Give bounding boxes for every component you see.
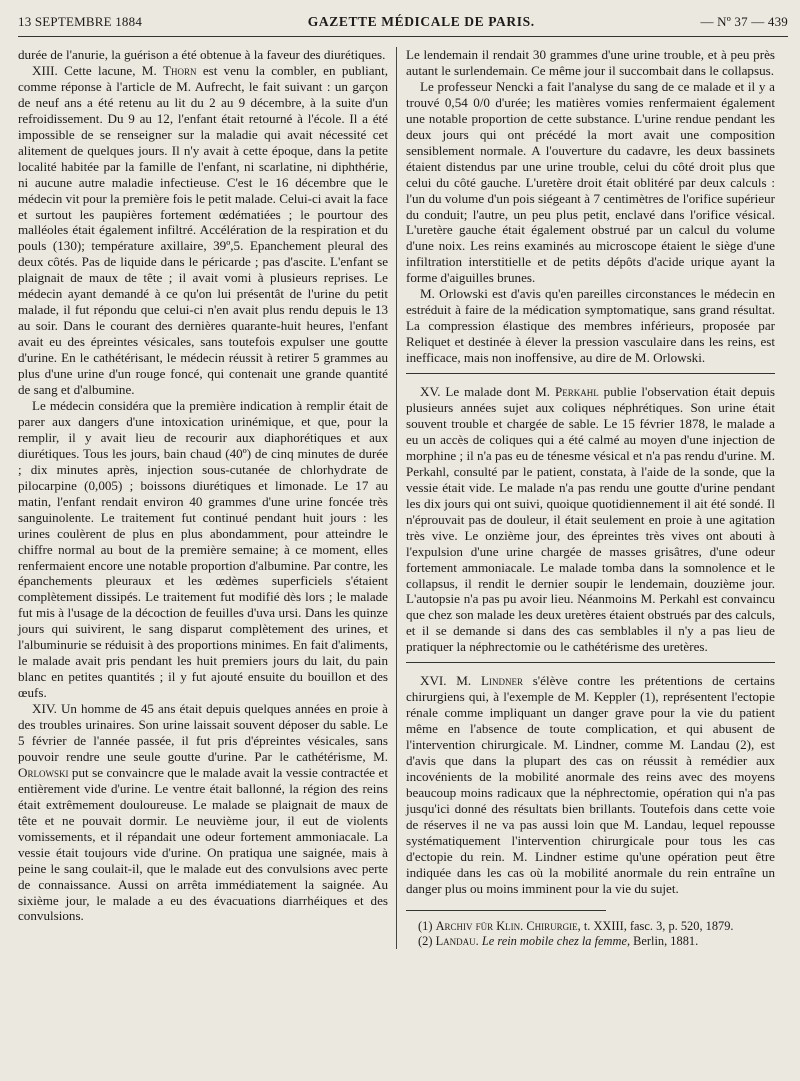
footnote-source: Landau: [435, 933, 476, 948]
text-run: XIV. Un homme de 45 ans était depuis quelques années en proie à des troubles urinaires. Son urine laissait souvent déposer du sable. Le 5 février de l'année passée, il fut pris d'épreintes vésicales, sans pouvoir rendre une seule goutte d'urine. Par le cathétérisme, M.: [18, 701, 388, 764]
paragraph-xiii: [18, 63, 388, 398]
author-name: Lindner: [480, 673, 523, 689]
paragraph: durée de l'anurie, la guérison a été obtenue à la faveur des diurétiques.: [18, 47, 386, 62]
issue-page-number: — Nº 37 — 439: [700, 14, 788, 29]
footnote-title: Le rein mobile chez la femme: [481, 933, 627, 948]
page-header: [18, 14, 788, 37]
text-run: XVI. M.: [420, 673, 481, 689]
text-run: put se convaincre que le malade avait la vessie contractée et entièrement vide d'urine. Le ventre était ballonné, la région des reins était extrêmement douloureuse. Le malade se plaignait de maux de tête et ne pouvait dormir. Le neuvième jour, il eut de violents vomissements, et il répandait une odeur fortement ammoniacale. La vessie était toujours vide d'urine. On pratiqua une saignée, mais à peine le sang coulait-il, que le malade eut des convulsions avec perte de connaissance. Aussi on arrêta immédiatement la saignée. Au sixième jour, le malade a eu des évacuations diarrhéiques et des convulsions.: [18, 764, 388, 924]
paragraph: M. Orlowski est d'avis qu'en pareilles circonstances le médecin en estréduit à faire de la médication symptomatique, sans grand résultat. La compression élastique des membres inférieurs, proposée par Reliquet et destinée à élever la pression vasculaire dans les reins, est inefficace, mais non inoffensive, au dire de M. Orlowski.: [406, 286, 775, 366]
right-column: [397, 47, 775, 949]
text-run: publie l'observation était depuis plusieurs années sujet aux coliques néphrétiques. Son urine était souvent trouble et chargée de sable. Le 15 février 1878, le malade a eu un accès de coliques qui a été calmé au moyen d'une injection de morphine ; il n'a pas eu de ténesme vésical et n'a pas rendu d'urine. M. Perkahl, consulté par le patient, constata, à l'aide de la sonde, que la vessie était vide. Le malade n'a pas rendu une goutte d'urine pendant les dix jours qui ont suivi, quoique quotidiennement il ait été sondé. Il n'éprouvait pas de douleur, il était seulement en proie à une agitation très vive. Le onzième jour, des épreintes très vives ont abouti à l'expulsion d'une urine chargée de masses grisâtres, d'une odeur fortement ammoniacale. Le malade tomba dans la somnolence et le collapsus, il rendit le dernier soupir le lendemain, douzième jour. L'autopsie n'a pas pu avoir lieu. Néanmoins M. Perkahl est convaincu que chez son malade les deux uretères étaient obstrués par des calculs, et il se demande si dans des cas semblables il n'y a pas lieu de pratiquer la néphrectomie ou le cathétérisme des uretères.: [406, 384, 775, 655]
text-run: XIII. Cette lacune, M.: [32, 62, 164, 78]
paragraph: Le médecin considéra que la première indication à remplir était de parer aux dangers d'une intoxication urinémique, et que, pour la remplir, il y avait lieu de recourir aux diaphorétiques et aux diurétiques. Tous les jours, bain chaud (40º) de cinq minutes de durée ; dix minutes après, injection sous-cutanée de chlorhydrate de pilocarpine (0,005) ; boissons diurétiques et limonade. Le 17 au matin, l'enfant rendait environ 40 grammes d'une urine foncée très sanguinolente. Le traitement fut continué pendant huit jours : les urines coulèrent de plus en plus abondamment, pour atteindre le chiffre normal au bout de la première semaine; à ce moment, elles renfermaient encore une notable proportion d'albumine. Par contre, les épanchements pleuraux et les œdèmes superficiels s'étaient complètement dissipés. Le traitement fut modifié dès lors ; le malade fut mis à l'usage de la décoction de feuilles d'uva ursi. Dans les quinze jours qui suivirent, le sang disparut complètement des urines, et l'albuminurie se réduisit à des proportions minimes. En fait d'aliments, le malade avait pris pendant les huit premiers jours du lait, du pain blanc en petites quantités ; il y fut ajouté ensuite du bouillon et des œufs.: [18, 397, 388, 701]
paragraph-xv: [406, 384, 775, 655]
text-columns: [18, 47, 788, 949]
journal-title: GAZETTE MÉDICALE DE PARIS.: [307, 14, 535, 29]
author-name: Orlowski: [18, 764, 69, 780]
text-run: XV. Le malade dont M.: [420, 384, 555, 400]
footnote-divider: [406, 910, 606, 911]
paragraph: Le professeur Nencki a fait l'analyse du sang de ce malade et il y a trouvé 0,54 0/0 d'urée; les matières vomies renfermaient également une notable proportion de cette substance. L'urine rendue pendant les deux jours qui ont précédé la mort avait une composition sensiblement normale. A l'ouverture du cadavre, les deux bassinets étaient distendus par une urine trouble, celui du côté droit plus que celui du côté gauche. L'uretère droit était oblitéré par deux calculs : l'un du volume d'un pois siégeant à 7 centimètres de l'orifice supérieur du conduit; l'autre, un peu plus petit, enclavé dans l'orifice vésical. L'uretère gauche était également obstrué par un calcul du volume d'une noix. Les reins examinés au microscope étaient le siège d'une infiltration interstitielle et de petits dépôts d'acide urique ayant la forme d'aiguilles brunes.: [406, 78, 775, 286]
text-run: est venu la combler, en publiant, comme réponse à l'article de M. Aufrecht, le fait suivant : un garçon de neuf ans a été retenu au lit du 2 au 9 décembre, à la suite d'un refroidissement. Du 9 au 12, l'enfant était retourné à l'école. Il a été impossible de se renseigner sur la maladie qui avait nécessité cet alitement de quelques jours. Il n'y avait à cette époque, dans la petite localité habitée par la famille de l'enfant, ni scarlatine, ni diphthérie, ni aucune autre maladie infectieuse. C'est le 16 décembre que le médecin vit pour la première fois le petit malade. Celui-ci avait la face et surtout les paupières fortement œdématiées ; le pourtour des malléoles était également infiltré. Accélération de la respiration et du pouls (130); température axillaire, 39º,5. Epanchement pleural des deux côtés. Pas de liquide dans le péricarde ; pas d'ascite. L'enfant se plaignait de maux de tête ; il avait vomi à plusieurs reprises. Le médecin ayant demandé à ce qu'on lui présentât de l'urine du petit malade, il fut répondu que celui-ci n'en avait plus rendu depuis le 13 au soir. Dans le courant des dernières quarante-huit heures, l'enfant avait eu des épreintes vésicales, sans toutefois expulser une goutte d'urine. En le cathétérisant, le médecin réussit à retirer 5 grammes au plus d'une urine d'un rouge foncé, qui contenait une grande quantité de sang et d'albumine.: [18, 62, 388, 398]
footnote-2: (2) Landau. Le rein mobile chez la femme, Berlin, 1881.: [418, 933, 699, 948]
footnote-source: Archiv für Klin. Chirurgie: [435, 918, 578, 933]
section-divider: [406, 662, 775, 663]
author-name: Perkahl: [554, 384, 599, 400]
paragraph-xiv: [18, 701, 388, 924]
paragraph-xvi: [406, 673, 775, 896]
paragraph: Le lendemain il rendait 30 grammes d'une urine trouble, et à peu près autant le surlendemain. Ce même jour il succombait dans le collapsus.: [406, 47, 775, 78]
author-name: Thorn: [163, 62, 197, 78]
text-run: s'élève contre les prétentions de certains chirurgiens qui, à l'exemple de M. Keppler (1), représentent l'ectopie rénale comme impliquant un danger grave pour la vie du patient même en l'absence de toute complication, et qui abusent de l'intervention chirurgicale. M. Lindner, comme M. Landau (2), est d'avis que dans la plupart des cas on réussit à remédier aux incovénients de la mobilité anormale des reins avec des moyens beaucoup moins radicaux que la néphrectomie, opération qui n'a pas jusqu'ici donné des résultats bien brillants. Toutefois dans cette voie de réserves il ne va pas aussi loin que M. Landau, lequel repousse systématiquement l'intervention chirurgicale pour tous les cas d'ectopie du rein. M. Lindner estime qu'une opération peut être indiquée dans les cas où la mobilité anormale du rein entraîne un danger plus ou moins imminent pour la vie du sujet.: [406, 673, 775, 896]
footnote-detail: , Berlin, 1881.: [626, 933, 699, 948]
left-column: [18, 47, 396, 949]
section-divider: [406, 373, 775, 374]
footnote-1: [406, 919, 775, 934]
footnote-number: (2): [418, 933, 433, 948]
footnote-number: (1): [418, 918, 433, 933]
header-date: 13 SEPTEMBRE 1884: [18, 14, 143, 29]
footnote-detail: , t. XXIII, fasc. 3, p. 520, 1879.: [577, 918, 734, 933]
